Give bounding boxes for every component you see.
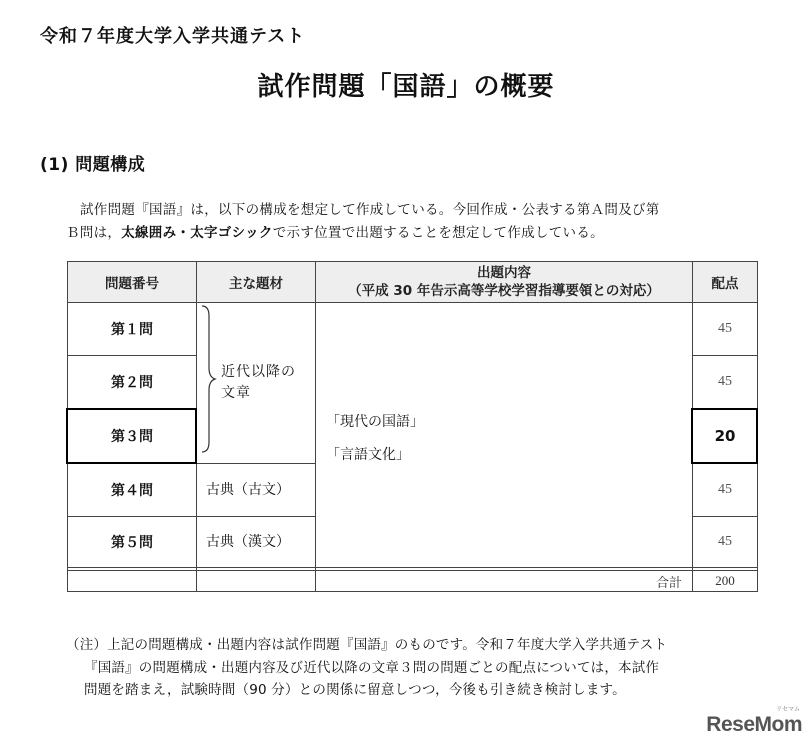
emphasis-box-number	[66, 408, 197, 464]
header-content-line1: 出題内容	[477, 265, 531, 281]
header-content	[316, 262, 692, 302]
row-points: 45	[718, 374, 732, 389]
row-number: 第３問	[111, 429, 153, 445]
intro-line2-end: で示す位置で出題することを想定して作成している。	[272, 225, 604, 241]
header-material: 主な題材	[229, 276, 283, 292]
content-item: 「現代の国語」	[326, 414, 424, 430]
footnote	[66, 634, 766, 702]
total-divider	[67, 567, 758, 568]
section-title: (1) 問題構成	[40, 155, 146, 175]
total-value: 200	[715, 573, 735, 588]
header-number: 問題番号	[105, 276, 159, 292]
intro-emphasis: 太線囲み・太字ゴシック	[121, 225, 273, 241]
header-points: 配点	[711, 276, 739, 292]
watermark-small: リセマム	[776, 706, 800, 713]
page-title: 試作問題「国語」の概要	[257, 72, 555, 102]
material-classic-old: 古典（古文）	[206, 482, 290, 498]
document-heading: 令和７年度大学入学共通テスト	[40, 26, 306, 47]
row-points: 45	[718, 482, 732, 497]
emphasis-box-points	[691, 408, 758, 464]
material-classic-chinese: 古典（漢文）	[206, 534, 290, 550]
bracket-icon	[198, 304, 218, 454]
header-content-line2: （平成 30 年告示高等学校学習指導要領との対応）	[348, 283, 660, 299]
intro-line2-start: Ｂ問は，	[66, 225, 122, 241]
row-number: 第１問	[111, 322, 153, 338]
material-modern-line1: 近代以降の	[221, 364, 296, 380]
row-points: 20	[714, 427, 736, 445]
row-points: 45	[718, 321, 732, 336]
footnote-line3: 問題を踏まえ，試験時間（90 分）との関係に留意しつつ，今後も引き続き検討します。	[84, 682, 626, 698]
total-label: 合計	[655, 575, 682, 591]
intro-line1: 試作問題『国語』は，以下の構成を想定して作成している。今回作成・公表する第Ａ問及び第	[80, 202, 660, 218]
intro-paragraph	[66, 199, 766, 245]
row-points: 45	[718, 534, 732, 549]
content-item: 「言語文化」	[326, 447, 410, 463]
material-modern	[221, 362, 296, 404]
table-border-bottom	[67, 591, 758, 592]
row-number: 第５問	[111, 535, 153, 551]
footnote-line1: （注）上記の問題構成・出題内容は試作問題『国語』のものです。令和７年度大学入学共通テスト	[66, 637, 668, 653]
footnote-line2: 『国語』の問題構成・出題内容及び近代以降の文章３問の問題ごとの配点については，本試作	[84, 659, 660, 676]
material-modern-line2: 文章	[221, 385, 251, 401]
row-number: 第２問	[111, 375, 153, 391]
row-number: 第４問	[111, 483, 153, 499]
table-divider-col2	[315, 261, 316, 592]
resemom-logo: ReseMom	[706, 713, 802, 736]
